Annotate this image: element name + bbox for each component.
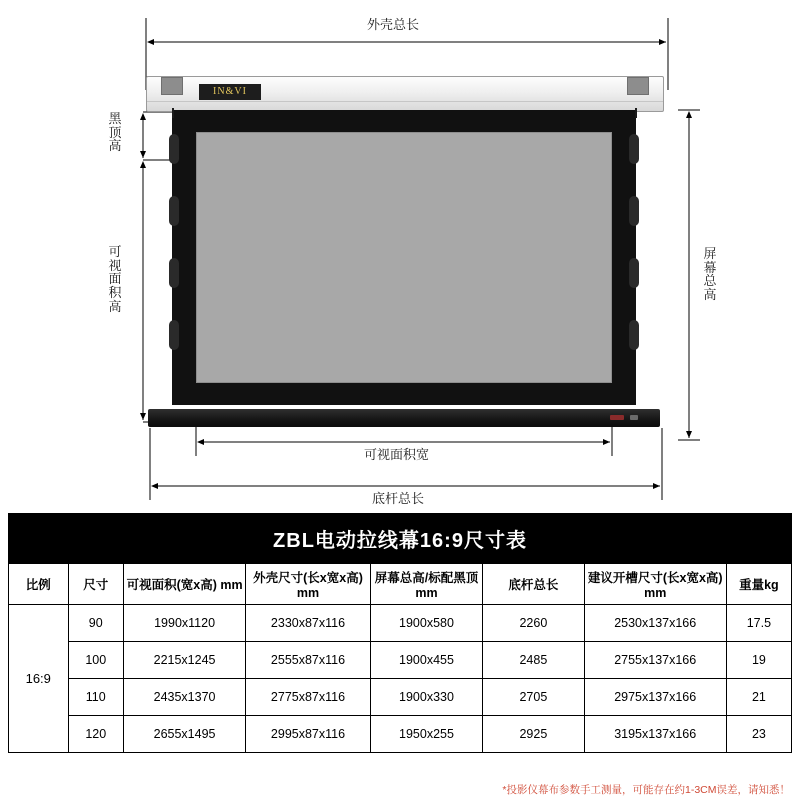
size-table (8, 513, 792, 753)
projector-screen-illustration (128, 68, 680, 443)
tension-tab (629, 134, 639, 164)
tension-tab (169, 320, 179, 350)
cell-weight: 23 (726, 716, 791, 753)
bottom-bar-indicator (610, 415, 624, 420)
cell-ratio: 16:9 (9, 605, 69, 753)
column-header-weight: 重量kg (726, 564, 791, 605)
cell-casing: 2555x87x116 (246, 642, 371, 679)
cell-weight: 17.5 (726, 605, 791, 642)
cell-viewing: 1990x1120 (123, 605, 245, 642)
table-body (9, 605, 792, 753)
label-screen-total-height: 屏幕总高 (703, 246, 717, 302)
tension-tab (169, 196, 179, 226)
size-table-area (8, 513, 792, 753)
column-header-ratio: 比例 (9, 564, 69, 605)
cell-slot: 3195x137x166 (584, 716, 726, 753)
cell-weight: 19 (726, 642, 791, 679)
cell-total-height: 1950x255 (370, 716, 482, 753)
tension-tab (169, 134, 179, 164)
cell-total-height: 1900x580 (370, 605, 482, 642)
cell-size: 100 (68, 642, 123, 679)
tension-cord (635, 108, 637, 118)
label-viewing-area-height: 可视面积高 (108, 244, 122, 314)
table-footnote: *投影仪幕布参数手工测量，可能存在约1-3CM误差，请知悉！ (502, 784, 790, 796)
column-header-bottom-bar: 底杆总长 (483, 564, 584, 605)
screen-black-frame (172, 110, 636, 405)
viewing-area (196, 132, 612, 383)
label-top-total-length: 外壳总长 (367, 17, 420, 32)
table-title: ZBL电动拉线幕16:9尺寸表 (9, 514, 792, 564)
column-header-viewing: 可视面积(宽x高) mm (123, 564, 245, 605)
table-row (9, 679, 792, 716)
cell-casing: 2330x87x116 (246, 605, 371, 642)
cell-size: 120 (68, 716, 123, 753)
tension-tab (169, 258, 179, 288)
tension-tab (629, 258, 639, 288)
tension-cord (172, 108, 174, 118)
label-bottom-bar-length: 底杆总长 (372, 491, 425, 506)
column-header-size: 尺寸 (68, 564, 123, 605)
tension-tab (629, 196, 639, 226)
cell-bottom-bar: 2485 (483, 642, 584, 679)
table-title-row (9, 514, 792, 564)
cell-casing: 2775x87x116 (246, 679, 371, 716)
cell-size: 90 (68, 605, 123, 642)
cell-total-height: 1900x330 (370, 679, 482, 716)
cell-bottom-bar: 2260 (483, 605, 584, 642)
cell-bottom-bar: 2705 (483, 679, 584, 716)
label-black-top-height: 黑顶高 (108, 111, 122, 154)
label-viewing-area-width: 可视面积宽 (360, 448, 433, 463)
mount-bracket-right (627, 77, 649, 95)
mount-bracket-left (161, 77, 183, 95)
cell-viewing: 2215x1245 (123, 642, 245, 679)
cell-size: 110 (68, 679, 123, 716)
cell-slot: 2530x137x166 (584, 605, 726, 642)
table-row (9, 716, 792, 753)
brand-logo: IN&VI (199, 84, 261, 100)
column-header-total-height: 屏幕总高/标配黑顶 mm (370, 564, 482, 605)
cell-weight: 21 (726, 679, 791, 716)
cell-viewing: 2655x1495 (123, 716, 245, 753)
cell-bottom-bar: 2925 (483, 716, 584, 753)
bottom-bar (148, 409, 660, 427)
bottom-bar-indicator-secondary (630, 415, 638, 420)
cell-casing: 2995x87x116 (246, 716, 371, 753)
cell-slot: 2755x137x166 (584, 642, 726, 679)
column-header-casing: 外壳尺寸(长x宽x高) mm (246, 564, 371, 605)
cell-total-height: 1900x455 (370, 642, 482, 679)
table-row (9, 605, 792, 642)
table-row (9, 642, 792, 679)
screen-casing (146, 76, 664, 112)
casing-seam (147, 101, 663, 102)
table-header-row (9, 564, 792, 605)
tension-tab (629, 320, 639, 350)
column-header-slot: 建议开槽尺寸(长x宽x高) mm (584, 564, 726, 605)
cell-viewing: 2435x1370 (123, 679, 245, 716)
cell-slot: 2975x137x166 (584, 679, 726, 716)
